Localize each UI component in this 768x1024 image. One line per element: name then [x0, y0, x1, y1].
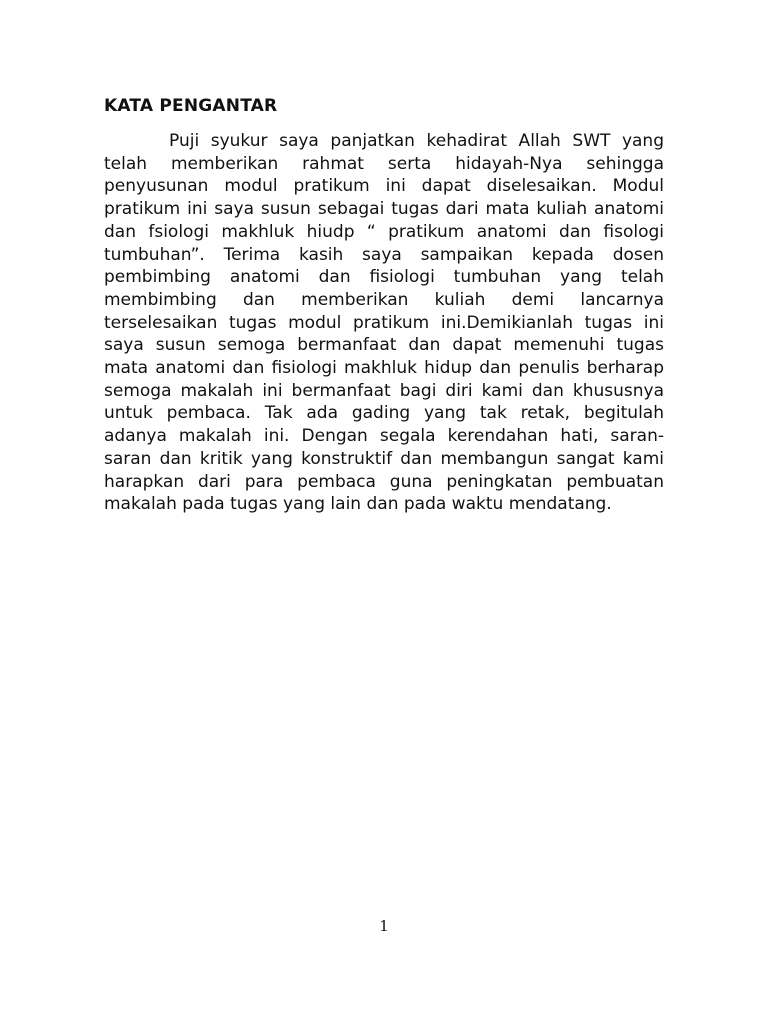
page-number: 1 — [379, 917, 389, 935]
page-title: KATA PENGANTAR — [104, 96, 278, 116]
body-paragraph: Puji syukur saya panjatkan kehadirat Allah SWT yang telah memberikan rahmat serta hidayah-Nya sehingga penyusunan modul pratikum ini dapat diselesaikan. Modul pratikum ini saya susun sebagai tugas dari mata kuliah anatomi dan fsiologi makhluk hiudp “ pratikum anatomi dan fisologi tumbuhan”. Terima kasih saya sampaikan kepada dosen pembimbing anatomi dan fisiologi tumbuhan yang telah membimbing dan memberikan kuliah demi lancarnya terselesaikan tugas modul pratikum ini.Demikianlah tugas ini saya susun semoga bermanfaat dan dapat memenuhi tugas mata anatomi dan fisiologi makhluk hidup dan penulis berharap semoga makalah ini bermanfaat bagi diri kami dan khususnya untuk pembaca. Tak ada gading yang tak retak, begitulah adanya makalah ini. Dengan segala kerendahan hati, saran-saran dan kritik yang konstruktif dan membangun sangat kami harapkan dari para pembaca guna peningkatan pembuatan makalah pada tugas yang lain dan pada waktu mendatang. — [104, 131, 664, 515]
